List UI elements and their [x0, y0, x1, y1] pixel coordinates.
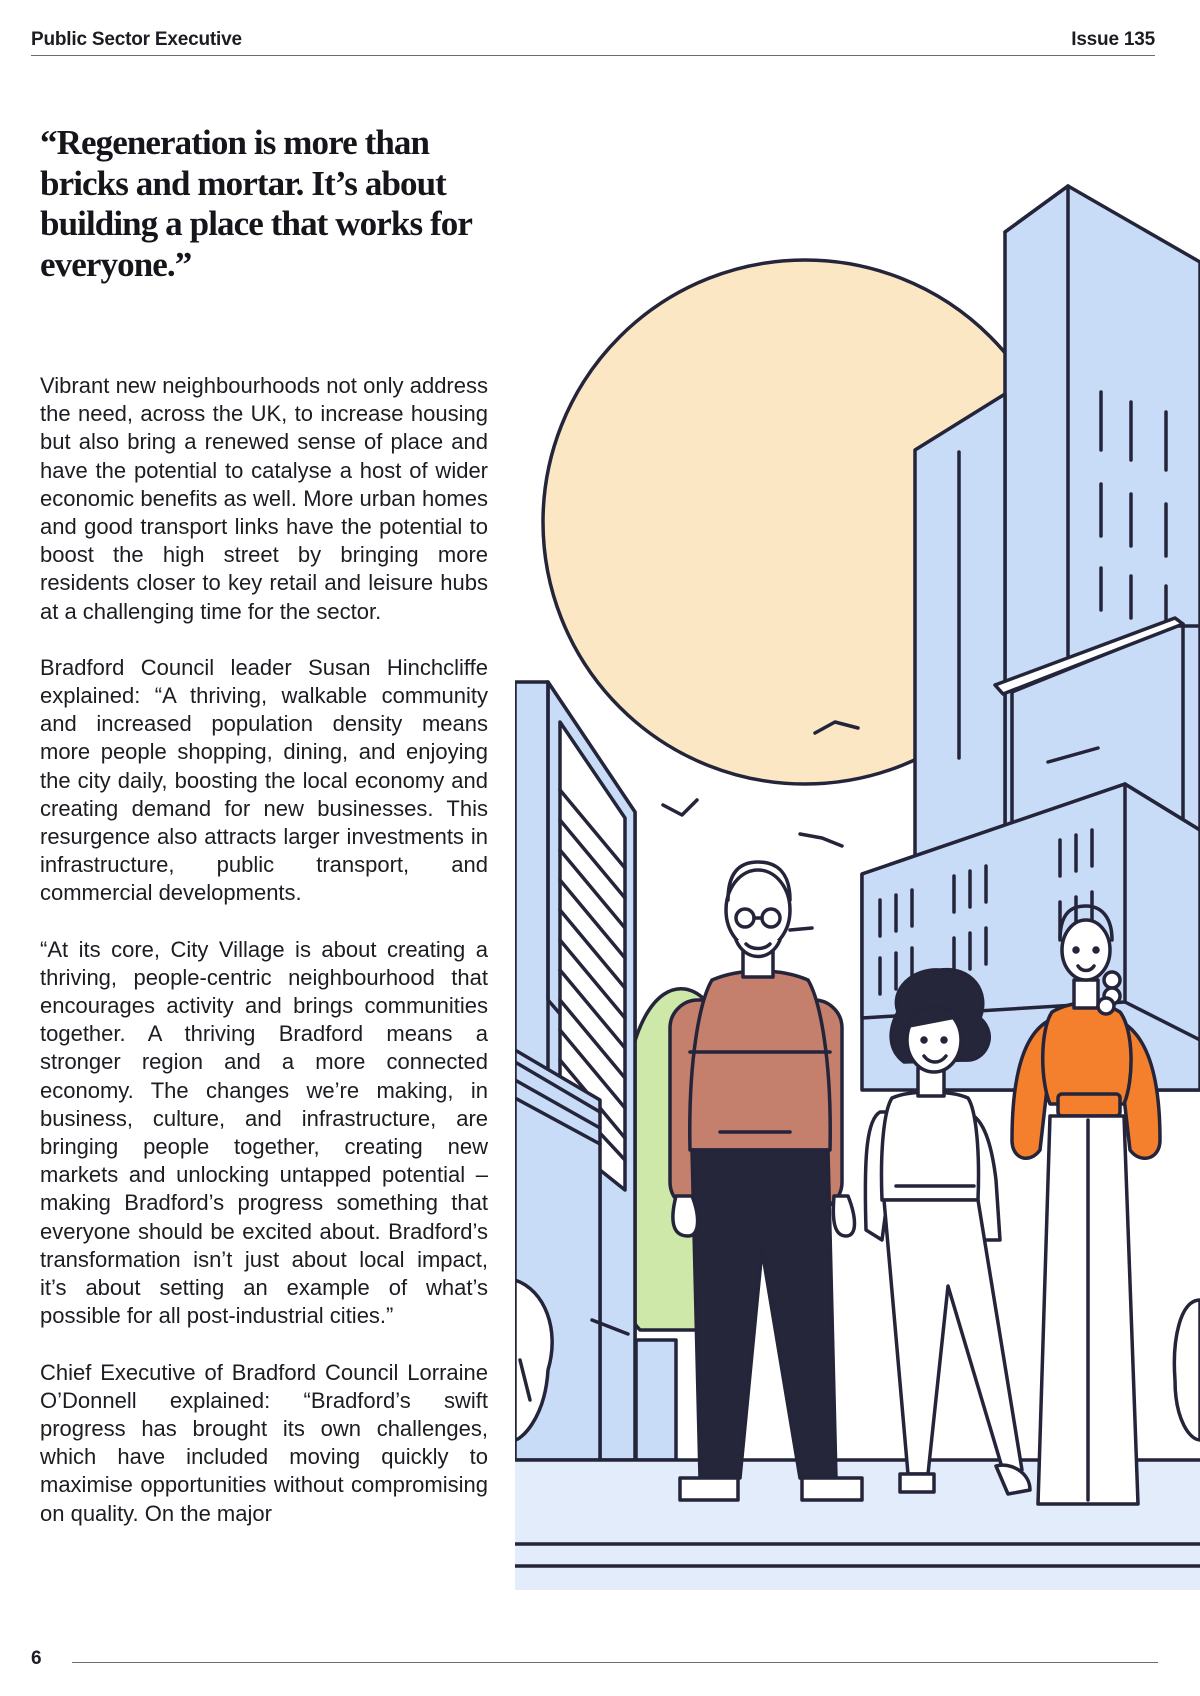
article-paragraph: “At its core, City Village is about creating a thriving, people-centric neighbourhood that encourages activity and brings communities together. A thriving Bradford means a stronger region and a more connected economy. The changes we’re making, in business, culture, and infrastructure, are bringing people together, creating new markets and unlocking untapped potential – making Bradford’s progress something that everyone should be excited about. Bradford’s transformation isn’t just about local impact, it’s about setting an example of what’s possible for all post-industrial cities.” [40, 936, 488, 1329]
article-body [40, 372, 488, 1556]
header-divider [31, 55, 1155, 56]
bush-right [1174, 1300, 1200, 1440]
article-paragraph: Chief Executive of Bradford Council Lorraine O’Donnell explained: “Bradford’s swift progress has brought its own challenges, which have included moving quickly to maximise opportunities without compromising on quality. On the major [40, 1359, 488, 1526]
publication-title: Public Sector Executive [31, 29, 242, 50]
footer-divider [72, 1662, 1158, 1663]
person-man [670, 862, 862, 1500]
article-paragraph: Vibrant new neighbourhoods not only address the need, across the UK, to increase housing but also bring a renewed sense of place and have the potential to catalyse a host of wider economic benefits as well. More urban homes and good transport links have the potential to boost the high street by bringing more residents closer to key retail and leisure hubs at a challenging time for the sector. [40, 373, 488, 624]
article-paragraph: Bradford Council leader Susan Hinchcliffe explained: “A thriving, walkable community and increased population density means more people shopping, dining, and enjoying the city daily, boosting the local economy and creating demand for new businesses. This resurgence also attracts larger investments in infrastructure, public transport, and commercial developments. [40, 654, 488, 906]
page-number: 6 [31, 1648, 42, 1669]
pull-quote: “Regeneration is more than bricks and mortar. It’s about building a place that works for everyone.” [40, 123, 472, 284]
issue-number: Issue 135 [1071, 29, 1155, 50]
city-regeneration-illustration [515, 170, 1200, 1590]
